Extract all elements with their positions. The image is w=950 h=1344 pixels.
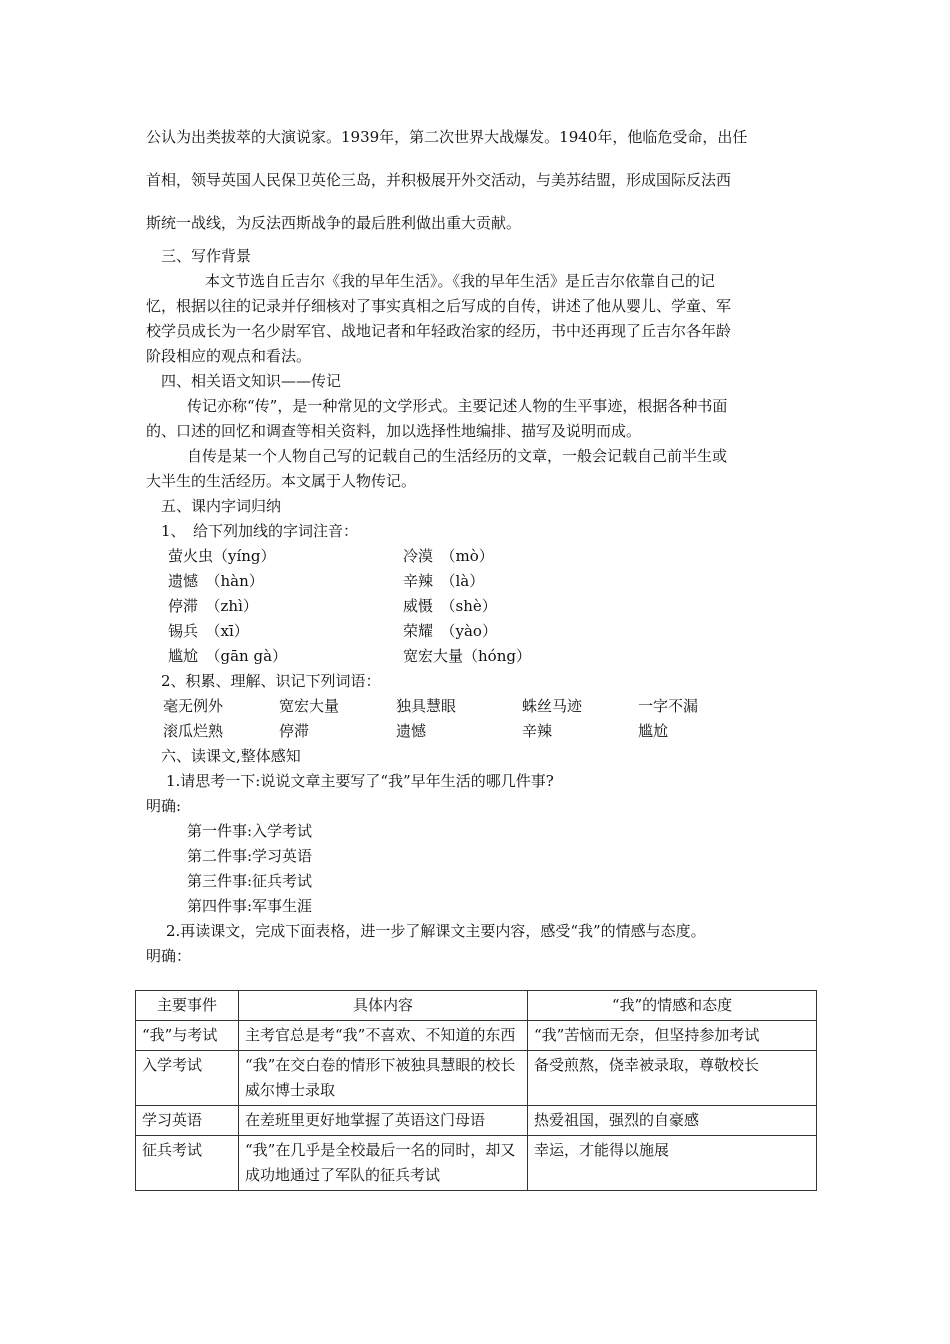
table-cell: 征兵考试 [136, 1136, 239, 1191]
table-cell: “我”在交白卷的情形下被独具慧眼的校长威尔博士录取 [239, 1051, 528, 1106]
table-row [136, 1021, 817, 1051]
vocab-word: 停滞 [279, 722, 310, 740]
answer-label: 明确: [146, 797, 182, 815]
summary-table [135, 990, 817, 1191]
vocab-word: 一字不漏 [638, 697, 699, 715]
table-cell: “我”在几乎是全校最后一名的同时，却又成功地通过了军队的征兵考试 [239, 1136, 528, 1191]
pinyin-word: 停滞 （zhì） [168, 597, 258, 615]
table-header-row [136, 991, 817, 1021]
question-6-1: 1.请思考一下:说说文章主要写了“我”早年生活的哪几件事? [166, 772, 554, 790]
section-heading-4: 四、相关语文知识——传记 [161, 372, 342, 390]
pinyin-word: 锡兵 （xī） [168, 622, 249, 640]
table-cell: 学习英语 [136, 1106, 239, 1136]
table-cell: 主考官总是考“我”不喜欢、不知道的东西 [239, 1021, 528, 1051]
event-item: 第二件事:学习英语 [187, 847, 313, 865]
paragraph-line: 的、口述的回忆和调查等相关资料，加以选择性地编排、描写及说明而成。 [146, 422, 642, 440]
paragraph-line: 自传是某一个人物自己写的记载自己的生活经历的文章，一般会记载自己前半生或 [187, 447, 728, 465]
vocab-word: 毫无例外 [163, 697, 224, 715]
table-row [136, 1136, 817, 1191]
question-6-2: 2.再读课文，完成下面表格，进一步了解课文主要内容，感受“我”的情感与态度。 [166, 922, 706, 940]
table-row [136, 1051, 817, 1106]
paragraph-line: 大半生的生活经历。本文属于人物传记。 [146, 472, 417, 490]
paragraph-line: 阶段相应的观点和看法。 [146, 347, 312, 365]
table-cell: 入学考试 [136, 1051, 239, 1106]
table-cell: 热爱祖国，强烈的自豪感 [528, 1106, 817, 1136]
section-heading-6: 六、读课文,整体感知 [161, 747, 301, 765]
vocab-word: 宽宏大量 [279, 697, 340, 715]
event-item: 第三件事:征兵考试 [187, 872, 313, 890]
pinyin-word: 冷漠 （mò） [403, 547, 494, 565]
pinyin-word: 遗憾 （hàn） [168, 572, 264, 590]
paragraph-line: 忆，根据以往的记录并仔细核对了事实真相之后写成的自传，讲述了他从婴儿、学童、军 [146, 297, 732, 315]
vocab-word: 独具慧眼 [396, 697, 457, 715]
intro-line: 公认为出类拔萃的大演说家。1939年，第二次世界大战爆发。1940年，他临危受命，出任 [146, 128, 748, 146]
table-header: 具体内容 [239, 991, 528, 1021]
question-2: 2、积累、理解、识记下列词语： [161, 672, 381, 690]
table-row [136, 1106, 817, 1136]
paragraph-line: 传记亦称“传”，是一种常见的文学形式。主要记述人物的生平事迹，根据各种书面 [187, 397, 728, 415]
pinyin-word: 威慑 （shè） [403, 597, 497, 615]
event-item: 第一件事:入学考试 [187, 822, 313, 840]
intro-line: 斯统一战线，为反法西斯战争的最后胜利做出重大贡献。 [146, 214, 522, 232]
table-cell: 备受煎熬，侥幸被录取，尊敬校长 [528, 1051, 817, 1106]
vocab-word: 蛛丝马迹 [522, 697, 583, 715]
paragraph-line: 本文节选自丘吉尔《我的早年生活》。《我的早年生活》是丘吉尔依靠自己的记 [205, 272, 716, 290]
section-heading-5: 五、课内字词归纳 [161, 497, 282, 515]
table-cell: “我”与考试 [136, 1021, 239, 1051]
table-header: 主要事件 [136, 991, 239, 1021]
event-item: 第四件事:军事生涯 [187, 897, 313, 915]
table-cell: 在差班里更好地掌握了英语这门母语 [239, 1106, 528, 1136]
vocab-word: 尴尬 [638, 722, 669, 740]
table-cell: “我”苦恼而无奈，但坚持参加考试 [528, 1021, 817, 1051]
vocab-word: 遗憾 [396, 722, 427, 740]
table-cell: 幸运，才能得以施展 [528, 1136, 817, 1191]
answer-label: 明确： [146, 947, 192, 965]
pinyin-word: 辛辣 （là） [403, 572, 485, 590]
pinyin-word: 荣耀 （yào） [403, 622, 497, 640]
vocab-word: 辛辣 [522, 722, 553, 740]
pinyin-word: 宽宏大量（hóng） [403, 647, 531, 665]
paragraph-line: 校学员成长为一名少尉军官、战地记者和年轻政治家的经历，书中还再现了丘吉尔各年龄 [146, 322, 732, 340]
pinyin-word: 萤火虫（yíng） [168, 547, 276, 565]
question-1: 1、 给下列加线的字词注音： [161, 522, 359, 540]
table-header: “我”的情感和态度 [528, 991, 817, 1021]
section-heading-3: 三、写作背景 [161, 247, 252, 265]
pinyin-word: 尴尬 （gān gà） [168, 647, 288, 665]
vocab-word: 滚瓜烂熟 [163, 722, 224, 740]
intro-line: 首相，领导英国人民保卫英伦三岛，并积极展开外交活动，与美苏结盟，形成国际反法西 [146, 171, 732, 189]
